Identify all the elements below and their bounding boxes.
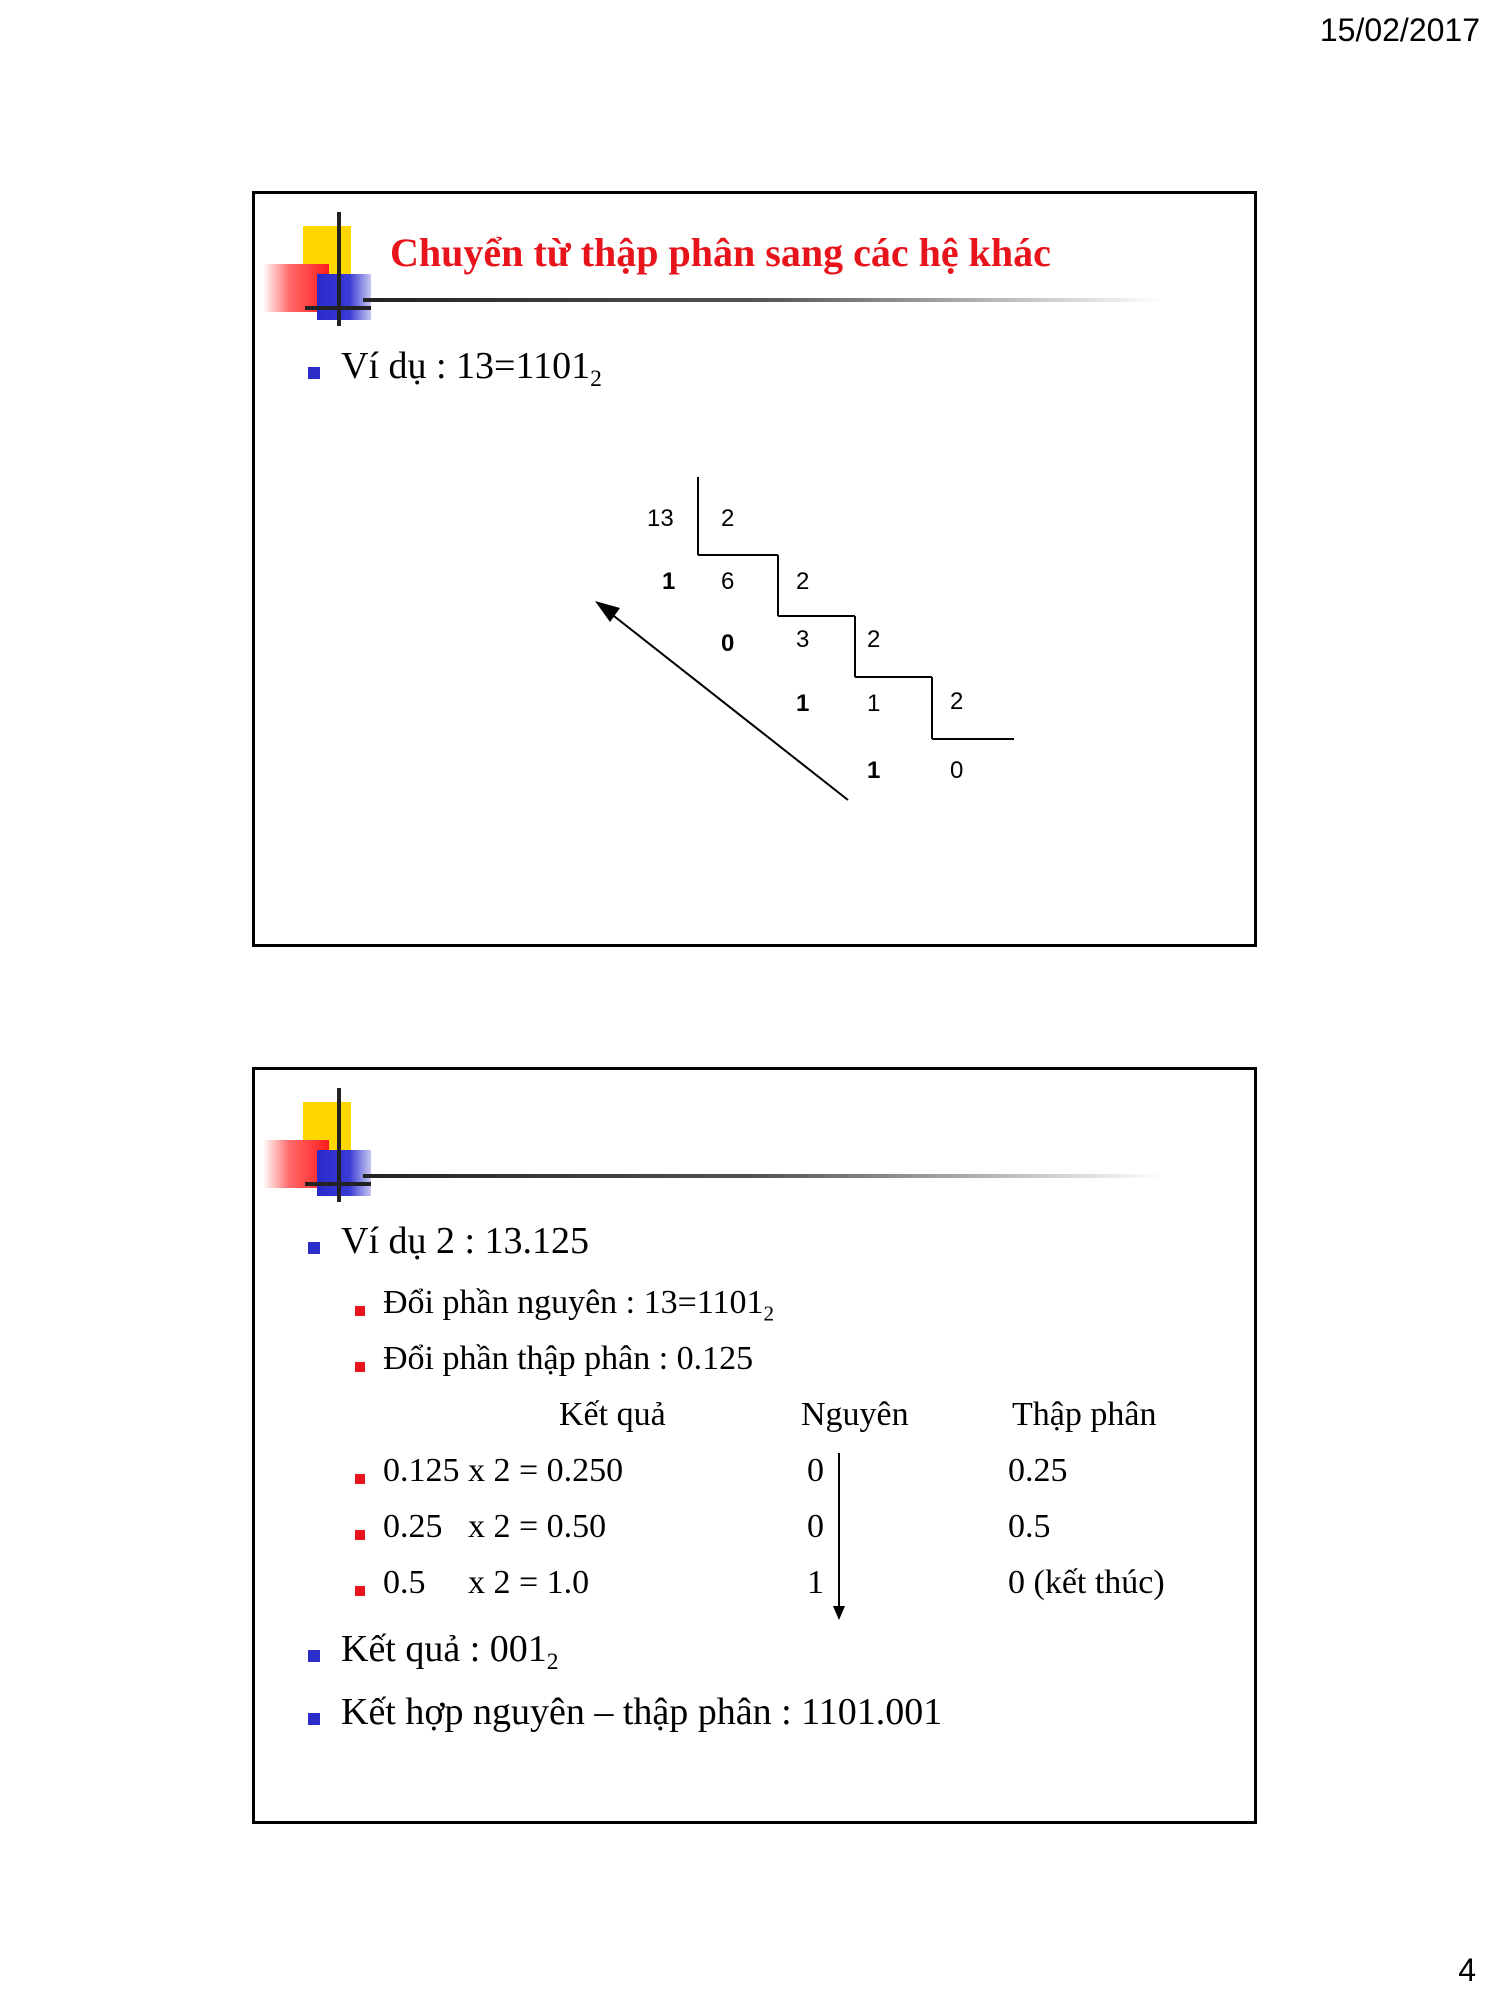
bullet-square-icon	[308, 1650, 320, 1662]
bullet-square-icon	[308, 1713, 320, 1725]
col-header-integer: Nguyên	[801, 1396, 909, 1433]
col-header-result: Kết quả	[559, 1396, 666, 1433]
base-subscript: 2	[763, 1301, 775, 1326]
dividend: 6	[721, 568, 735, 595]
base-subscript: 2	[590, 366, 602, 393]
remainder: 1	[796, 690, 810, 717]
fraction-value: 0 (kết thúc)	[1008, 1564, 1165, 1601]
division-diagram	[255, 194, 1255, 944]
example-2: Ví dụ 2 : 13.125	[341, 1220, 590, 1262]
col-header-fraction: Thập phân	[1012, 1396, 1157, 1433]
combined-result: Kết hợp nguyên – thập phân : 1101.001	[341, 1691, 943, 1733]
slide-2	[252, 1067, 1257, 1824]
result-text: Kết quả : 001	[341, 1628, 547, 1670]
dividend: 3	[796, 626, 810, 653]
remainder: 1	[662, 568, 676, 595]
divisor: 2	[867, 626, 881, 653]
integer-digit: 0	[807, 1452, 824, 1489]
page-number: 4	[1458, 1952, 1476, 1988]
slide-1	[252, 191, 1257, 947]
remainder: 1	[867, 757, 881, 784]
slide-title: Chuyển từ thập phân sang các hệ khác	[390, 230, 1051, 275]
integer-digit: 0	[807, 1508, 824, 1545]
dividend: 13	[647, 505, 674, 532]
integer-part-text: Đổi phần nguyên : 13=1101	[383, 1284, 764, 1321]
base-subscript: 2	[546, 1649, 559, 1676]
page-date: 15/02/2017	[1319, 12, 1480, 48]
fraction-value: 0.25	[1008, 1452, 1068, 1489]
remainder: 0	[721, 630, 735, 657]
result-line	[341, 1627, 559, 1676]
fraction-value: 0.5	[1008, 1508, 1051, 1545]
calc-expression: 0.125 x 2 = 0.250	[383, 1452, 624, 1489]
calc-expression: 0.25 x 2 = 0.50	[383, 1508, 607, 1545]
example-text: Ví dụ : 13=1101	[341, 345, 591, 387]
arrow-down-icon	[833, 1606, 845, 1620]
fraction-part-line: Đổi phần thập phân : 0.125	[383, 1340, 754, 1377]
divisor: 2	[721, 505, 735, 532]
divisor: 2	[950, 688, 964, 715]
calc-expression: 0.5 x 2 = 1.0	[383, 1564, 590, 1601]
divisor: 2	[796, 568, 810, 595]
integer-digit: 1	[807, 1564, 824, 1601]
dividend: 0	[950, 757, 964, 784]
dividend: 1	[867, 690, 881, 717]
